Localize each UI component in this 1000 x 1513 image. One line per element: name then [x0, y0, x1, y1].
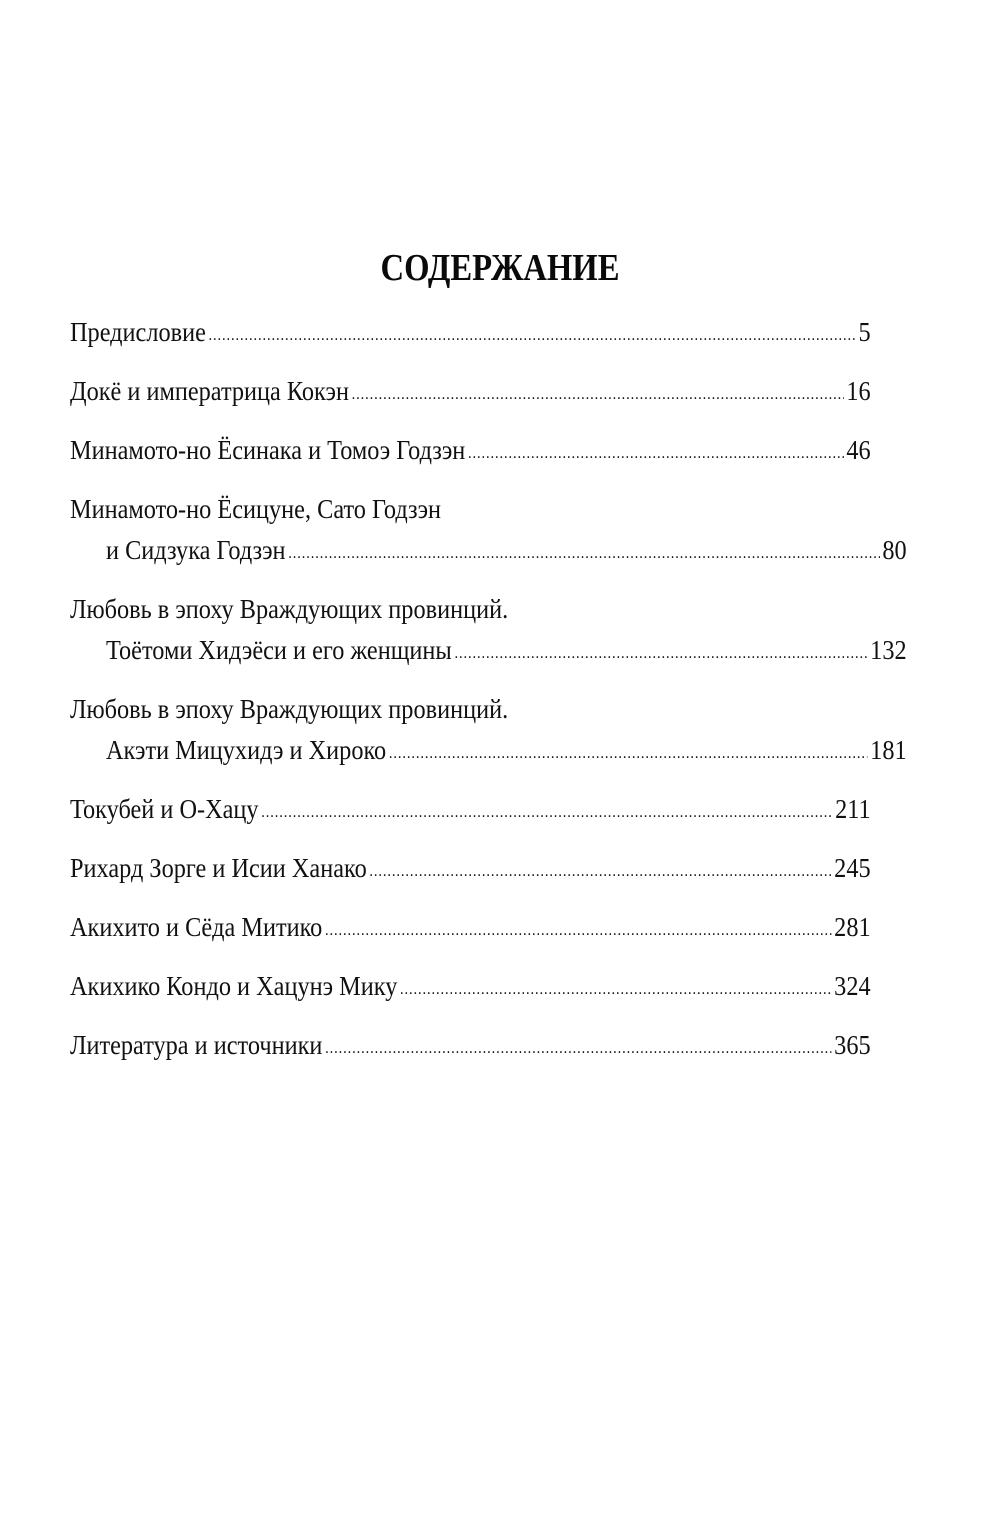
toc-entry [70, 489, 907, 575]
toc-page-number: 181 [870, 735, 907, 765]
toc-entry [70, 907, 870, 952]
toc-entry-subtitle: Акэти Мицухидэ и Хироко [106, 735, 387, 765]
toc-page-number: 211 [835, 794, 871, 824]
toc-entry [70, 789, 870, 834]
toc-entry [70, 1025, 870, 1070]
toc-page-number: 245 [834, 853, 871, 883]
toc-entry [70, 589, 907, 675]
toc-entry [70, 848, 870, 893]
dot-leader [389, 733, 868, 774]
toc-page-number: 324 [834, 971, 871, 1001]
page-title: СОДЕРЖАНИЕ [380, 247, 620, 289]
toc-page-number: 5 [858, 317, 871, 347]
toc-page-number: 365 [834, 1030, 871, 1060]
toc-entry [70, 430, 870, 475]
toc-entry [70, 312, 870, 357]
toc-page-number: 16 [846, 376, 871, 406]
toc-entry-title: Любовь в эпоху Враждующих провинций. [70, 594, 509, 624]
toc-entry-title: Литература и источники [70, 1030, 323, 1060]
dot-leader [352, 374, 844, 415]
toc-entry-title: Минамото-но Ёсинака и Томоэ Годзэн [70, 435, 466, 465]
table-of-contents [70, 312, 907, 1084]
toc-entry-subtitle: Тоётоми Хидэёси и его женщины [106, 635, 452, 665]
toc-page-number: 46 [846, 435, 871, 465]
toc-entry-title: Рихард Зорге и Исии Ханако [70, 853, 367, 883]
dot-leader [288, 533, 879, 574]
dot-leader [400, 969, 831, 1010]
toc-entry [70, 689, 907, 775]
dot-leader [325, 910, 831, 951]
toc-entry [70, 966, 870, 1011]
toc-entry-title: Докё и императрица Кокэн [70, 376, 349, 406]
toc-page-number: 132 [870, 635, 907, 665]
toc-entry-title: Акихито и Сёда Митико [70, 912, 323, 942]
dot-leader [369, 851, 831, 892]
toc-entry [70, 371, 870, 416]
toc-entry-subtitle: и Сидзука Годзэн [106, 535, 286, 565]
toc-entry-title: Предисловие [70, 317, 206, 347]
toc-entry-title: Любовь в эпоху Враждующих провинций. [70, 694, 509, 724]
toc-entry-title: Токубей и О-Хацу [70, 794, 259, 824]
toc-page-number: 281 [834, 912, 871, 942]
dot-leader [325, 1028, 831, 1069]
toc-page-number: 80 [882, 535, 907, 565]
dot-leader [209, 315, 856, 356]
toc-entry-title: Акихико Кондо и Хацунэ Мику [70, 971, 398, 1001]
toc-entry-title: Минамото-но Ёсицуне, Сато Годзэн [70, 494, 442, 524]
dot-leader [454, 633, 867, 674]
dot-leader [261, 792, 832, 833]
dot-leader [468, 433, 844, 474]
